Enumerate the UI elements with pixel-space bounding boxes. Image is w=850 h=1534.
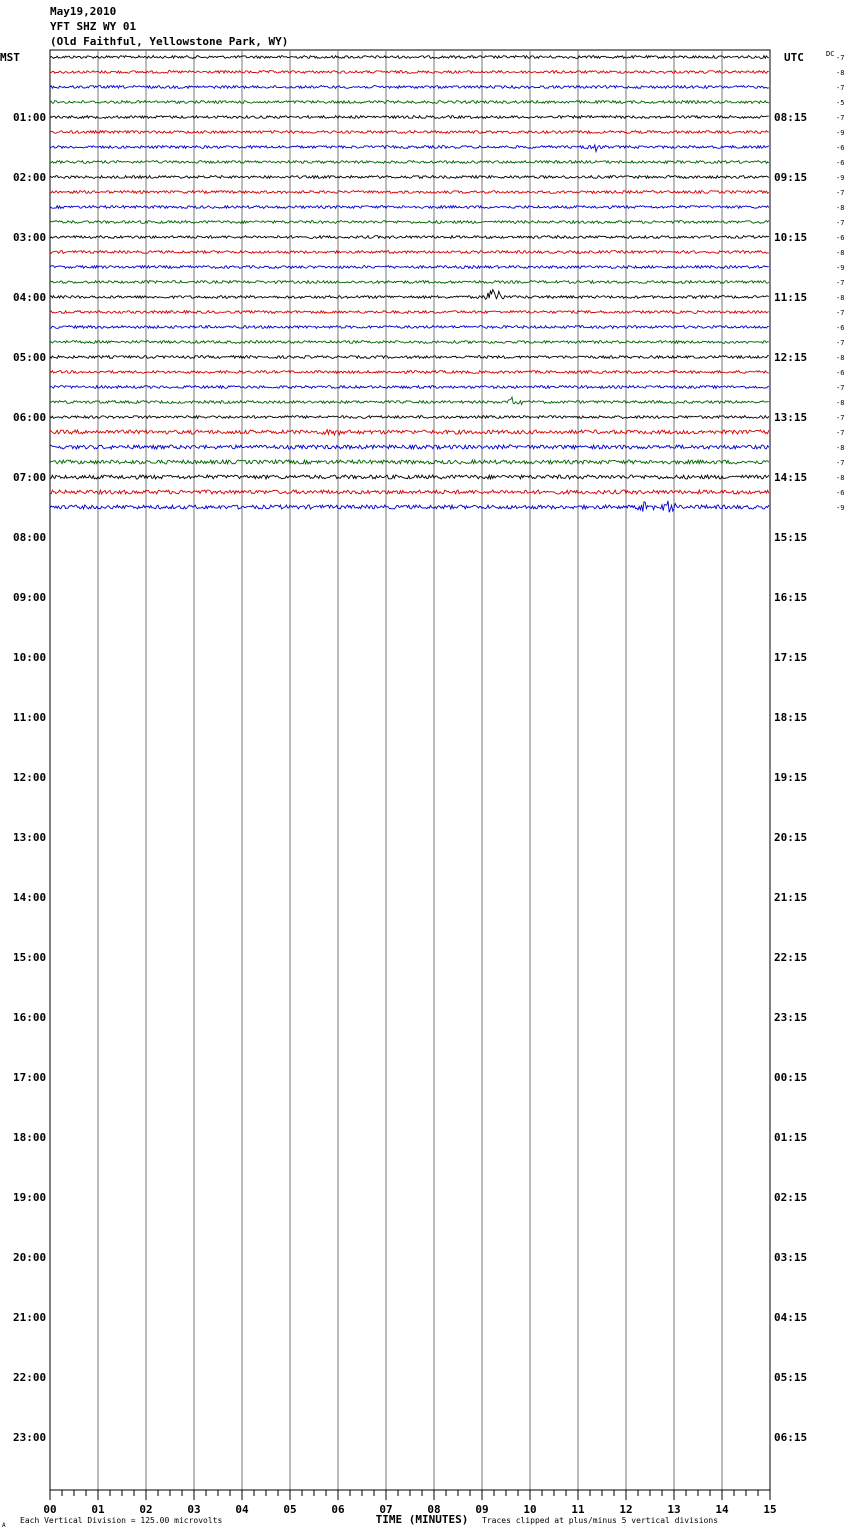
left-hour-label: 20:00 [13,1251,47,1264]
seismic-trace [50,501,769,513]
seismic-trace [50,251,769,254]
seismic-trace [50,145,769,152]
dc-offset-label: -8 [836,204,845,212]
x-tick-label: 12 [619,1503,633,1516]
seismic-trace [50,56,769,59]
corner-mark: A [2,1522,6,1529]
dc-offset-label: -6 [836,324,845,332]
seismic-trace [50,460,769,464]
left-hour-label: 03:00 [13,231,47,244]
plot-frame [50,50,770,1490]
right-hour-label: 22:15 [774,951,808,964]
dc-offset-label: -7 [836,459,845,467]
left-hour-label: 08:00 [13,531,47,544]
seismic-trace [50,290,769,300]
right-hour-label: 15:15 [774,531,808,544]
station-location: (Old Faithful, Yellowstone Park, WY) [50,35,289,48]
left-hour-label: 21:00 [13,1311,47,1324]
dc-offset-label: -6 [836,489,845,497]
right-hour-label: 09:15 [774,171,808,184]
seismic-trace [50,397,769,404]
seismic-trace [50,371,769,374]
seismic-trace [50,131,769,134]
right-hour-label: 05:15 [774,1371,808,1384]
dc-offset-label: -8 [836,399,845,407]
right-hour-label: 02:15 [774,1191,808,1204]
left-hour-label: 22:00 [13,1371,47,1384]
right-hour-label: 23:15 [774,1011,808,1024]
left-hour-label: 04:00 [13,291,47,304]
right-hour-label: 20:15 [774,831,808,844]
left-hour-label: 12:00 [13,771,47,784]
left-hour-label: 09:00 [13,591,47,604]
dc-offset-label: -7 [836,84,845,92]
dc-offset-label: -7 [836,384,845,392]
dc-offset-label: -7 [836,54,845,62]
x-tick-label: 00 [43,1503,57,1516]
dc-offset-label: -8 [836,444,845,452]
seismic-trace [50,445,769,449]
x-tick-label: 02 [139,1503,153,1516]
dc-offset-label: -8 [836,294,845,302]
left-hour-label: 17:00 [13,1071,47,1084]
right-hour-label: 19:15 [774,771,808,784]
dc-offset-label: -7 [836,339,845,347]
dc-offset-label: -5 [836,99,845,107]
seismic-trace [50,311,769,314]
seismic-trace [50,71,769,74]
right-timezone-label: UTC [784,51,804,64]
dc-offset-label: -9 [836,504,845,512]
right-hour-label: 06:15 [774,1431,808,1444]
dc-offset-label: -9 [836,129,845,137]
x-tick-label: 15 [763,1503,777,1516]
left-hour-label: 18:00 [13,1131,47,1144]
right-hour-label: 01:15 [774,1131,808,1144]
seismic-trace [50,416,769,419]
left-hour-label: 13:00 [13,831,47,844]
dc-offset-label: -6 [836,369,845,377]
seismic-trace [50,430,769,435]
seismic-trace [50,475,769,479]
x-tick-label: 04 [235,1503,249,1516]
x-tick-label: 06 [331,1503,345,1516]
x-tick-label: 13 [667,1503,681,1516]
x-tick-label: 10 [523,1503,537,1516]
left-hour-label: 14:00 [13,891,47,904]
left-hour-label: 16:00 [13,1011,47,1024]
right-hour-label: 11:15 [774,291,808,304]
x-tick-label: 07 [379,1503,393,1516]
dc-offset-label: -8 [836,474,845,482]
left-hour-label: 19:00 [13,1191,47,1204]
seismic-trace [50,266,769,269]
left-hour-label: 15:00 [13,951,47,964]
seismic-trace [50,236,769,239]
left-timezone-label: MST [0,51,20,64]
dc-offset-label: -6 [836,159,845,167]
dc-offset-label: -7 [836,414,845,422]
right-hour-label: 17:15 [774,651,808,664]
seismic-trace [50,191,769,194]
x-tick-label: 11 [571,1503,585,1516]
footer-scale-note: Each Vertical Division = 125.00 microvolts [20,1516,223,1525]
right-hour-label: 10:15 [774,231,808,244]
seismic-trace [50,116,769,119]
x-tick-label: 01 [91,1503,105,1516]
dc-offset-label: -7 [836,309,845,317]
x-tick-label: 05 [283,1503,297,1516]
right-hour-label: 13:15 [774,411,808,424]
right-hour-label: 04:15 [774,1311,808,1324]
left-hour-label: 05:00 [13,351,47,364]
x-axis-title: TIME (MINUTES) [375,1513,469,1526]
seismic-trace [50,161,769,164]
seismic-trace [50,341,769,344]
dc-offset-label: -8 [836,69,845,77]
dc-label: DC [826,50,835,58]
left-hour-label: 01:00 [13,111,47,124]
x-tick-label: 03 [187,1503,201,1516]
station-code: YFT SHZ WY 01 [50,20,137,33]
x-tick-label: 08 [427,1503,441,1516]
seismic-trace [50,206,769,209]
left-hour-label: 06:00 [13,411,47,424]
x-tick-label: 14 [715,1503,729,1516]
dc-offset-label: -6 [836,144,845,152]
seismic-trace [50,221,769,224]
right-hour-label: 03:15 [774,1251,808,1264]
dc-offset-label: -7 [836,279,845,287]
seismic-trace [50,356,769,359]
plot-date: May19,2010 [50,5,117,18]
right-hour-label: 00:15 [774,1071,808,1084]
seismic-trace [50,386,769,389]
left-hour-label: 10:00 [13,651,47,664]
dc-offset-label: -9 [836,174,845,182]
right-hour-label: 12:15 [774,351,808,364]
seismic-trace [50,176,769,179]
left-hour-label: 02:00 [13,171,47,184]
dc-offset-label: -7 [836,219,845,227]
dc-offset-label: -6 [836,234,845,242]
footer-clip-note: Traces clipped at plus/minus 5 vertical divisions [482,1516,719,1525]
left-hour-label: 07:00 [13,471,47,484]
right-hour-label: 14:15 [774,471,808,484]
dc-offset-label: -7 [836,189,845,197]
right-hour-label: 16:15 [774,591,808,604]
seismic-trace [50,490,769,494]
seismic-trace [50,281,769,284]
dc-offset-label: -8 [836,249,845,257]
seismic-trace [50,326,769,329]
right-hour-label: 18:15 [774,711,808,724]
right-hour-label: 08:15 [774,111,808,124]
left-hour-label: 23:00 [13,1431,47,1444]
left-hour-label: 11:00 [13,711,47,724]
dc-offset-label: -8 [836,354,845,362]
dc-offset-label: -7 [836,429,845,437]
x-tick-label: 09 [475,1503,489,1516]
seismic-trace [50,86,769,89]
dc-offset-label: -9 [836,264,845,272]
seismic-trace [50,101,769,104]
right-hour-label: 21:15 [774,891,808,904]
dc-offset-label: -7 [836,114,845,122]
